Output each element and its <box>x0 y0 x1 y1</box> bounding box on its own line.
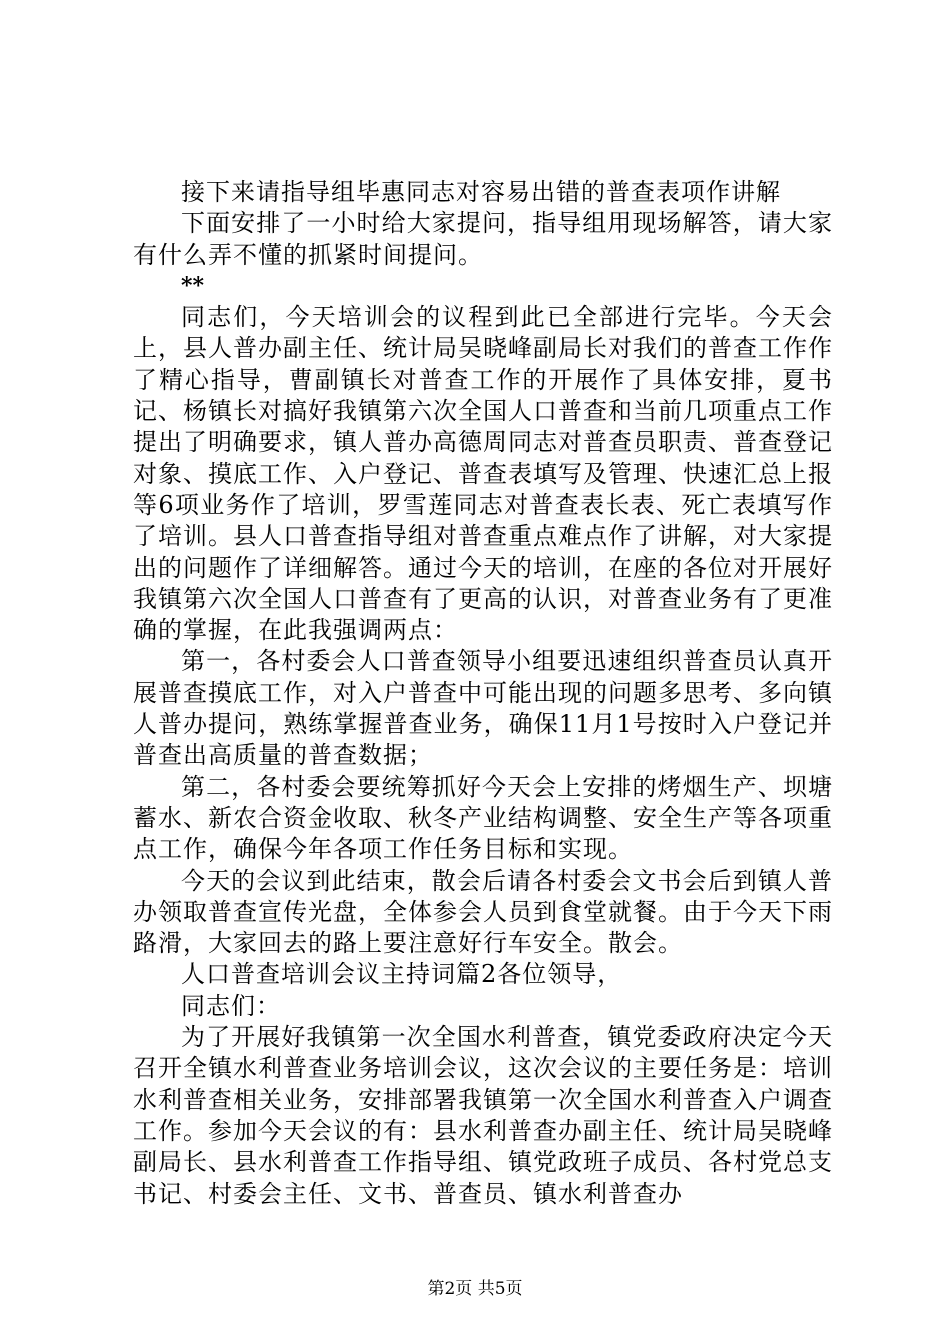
page-footer: 第2页 共5页 <box>427 1279 523 1299</box>
paragraph-4: 第一，各村委会人口普查领导小组要迅速组织普查员认真开展普查摸底工作，对入户普查中可能出现的问题多思考、多向镇人普办提问，熟练掌握普查业务，确保11月1号按时入户登记并普查出高质量的普查数据； <box>133 647 833 770</box>
section-marker: ** <box>181 272 205 299</box>
document-body <box>133 177 833 1210</box>
paragraph-9: 为了开展好我镇第一次全国水利普查，镇党委政府决定今天召开全镇水利普查业务培训会议，这次会议的主要任务是：培训水利普查相关业务，安排部署我镇第一次全国水利普查入户调查工作。参加今天会议的有：县水利普查办副主任、统计局吴晓峰副局长、县水利普查工作指导组、镇党政班子成员、各村党总支书记、村委会主任、文书、普查员、镇水利普查办 <box>133 1023 833 1208</box>
paragraph-8: 同志们： <box>181 991 281 1020</box>
paragraph-6: 今天的会议到此结束，散会后请各村委会文书会后到镇人普办领取普查宣传光盘，全体参会人员到食堂就餐。由于今天下雨路滑，大家回去的路上要注意好行车安全。散会。 <box>133 866 833 958</box>
paragraph-2: 下面安排了一小时给大家提问，指导组用现场解答，请大家有什么弄不懂的抓紧时间提问。 <box>133 209 833 269</box>
paragraph-7: 人口普查培训会议主持词篇2各位领导， <box>181 960 623 989</box>
paragraph-5: 第二，各村委会要统筹抓好今天会上安排的烤烟生产、坝塘蓄水、新农合资金收取、秋冬产业结构调整、安全生产等各项重点工作，确保今年各项工作任务目标和实现。 <box>133 772 833 864</box>
paragraph-3: 同志们，今天培训会的议程到此已全部进行完毕。今天会上，县人普办副主任、统计局吴晓峰副局长对我们的普查工作作了精心指导，曹副镇长对普查工作的开展作了具体安排，夏书记、杨镇长对搞好我镇第六次全国人口普查和当前几项重点工作提出了明确要求，镇人普办高德周同志对普查员职责、普查登记对象、摸底工作、入户登记、普查表填写及管理、快速汇总上报等6项业务作了培训，罗雪莲同志对普查表长表、死亡表填写作了培训。县人口普查指导组对普查重点难点作了讲解，对大家提出的问题作了详细解答。通过今天的培训，在座的各位对开展好我镇第六次全国人口普查有了更高的认识，对普查业务有了更准确的掌握，在此我强调两点： <box>133 303 833 645</box>
paragraph-1: 接下来请指导组毕惠同志对容易出错的普查表项作讲解 <box>181 178 781 206</box>
